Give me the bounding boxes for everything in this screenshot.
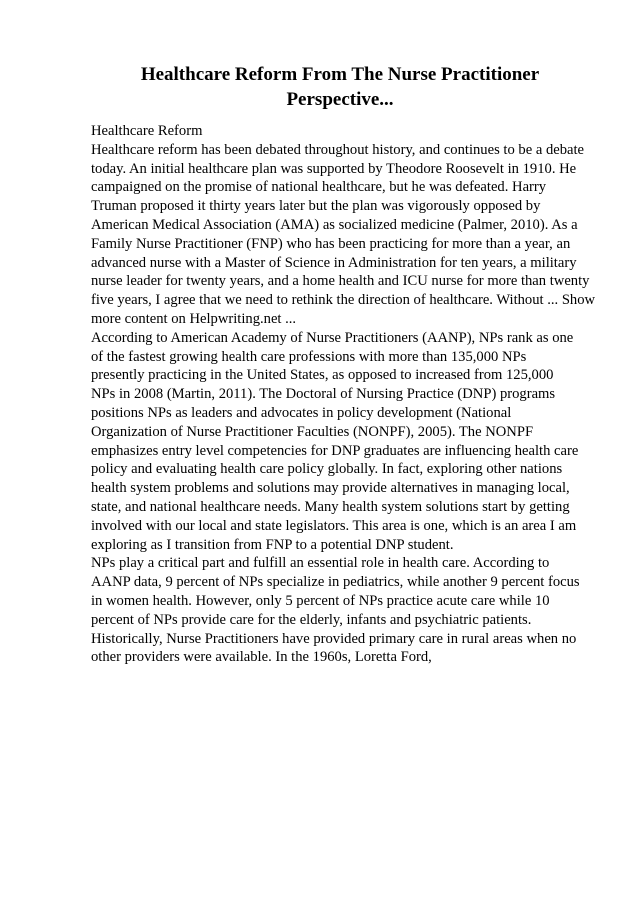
body-line: NPs in 2008 (Martin, 2011). The Doctoral of Nursing Practice (DNP) programs <box>91 386 556 403</box>
body-line: state, and national healthcare needs. Many health system solutions start by getting <box>91 498 570 515</box>
body-line: Truman proposed it thirty years later but the plan was vigorously opposed by <box>91 198 541 215</box>
body-line: involved with our local and state legislators. This area is one, which is an area I am <box>91 517 577 534</box>
body-line: campaigned on the promise of national healthcare, but he was defeated. Harry <box>91 179 547 196</box>
body-line: AANP data, 9 percent of NPs specialize in pediatrics, while another 9 percent focus <box>91 574 580 591</box>
title-line: Perspective... <box>286 89 394 110</box>
title-line: Healthcare Reform From The Nurse Practitioner <box>140 64 540 85</box>
body-line: American Medical Association (AMA) as socialized medicine (Palmer, 2010). As a <box>91 216 578 233</box>
document-title <box>90 62 590 112</box>
body-line: percent of NPs provide care for the elderly, infants and psychiatric patients. <box>91 611 532 628</box>
body-line: health system problems and solutions may provide alternatives in managing local, <box>91 480 570 497</box>
body-line: nurse leader for twenty years, and a home health and ICU nurse for more than twenty <box>91 273 590 290</box>
body-line: According to American Academy of Nurse Practitioners (AANP), NPs rank as one <box>91 329 574 346</box>
body-line: positions NPs as leaders and advocates in policy development (National <box>91 404 512 421</box>
body-line: emphasizes entry level competencies for DNP graduates are influencing health care <box>91 442 579 459</box>
show-more-link[interactable]: more content on Helpwriting.net ... <box>91 310 297 327</box>
body-line: Family Nurse Practitioner (FNP) who has been practicing for more than a year, an <box>91 235 571 252</box>
body-line: five years, I agree that we need to rethink the direction of healthcare. Without ... Show <box>91 292 596 309</box>
body-line: Historically, Nurse Practitioners have provided primary care in rural areas when no <box>91 630 577 647</box>
body-line: other providers were available. In the 1960s, Loretta Ford, <box>91 649 432 666</box>
body-line: NPs play a critical part and fulfill an essential role in health care. According to <box>91 555 550 572</box>
body-line: exploring as I transition from FNP to a potential DNP student. <box>91 536 454 553</box>
body-line: today. An initial healthcare plan was supported by Theodore Roosevelt in 1910. He <box>91 160 577 177</box>
document-body <box>91 122 611 667</box>
body-line: in women health. However, only 5 percent of NPs practice acute care while 10 <box>91 592 550 609</box>
section-heading: Healthcare Reform <box>91 123 203 139</box>
body-line: policy and evaluating health care policy globally. In fact, exploring other nations <box>91 461 563 478</box>
body-line: Organization of Nurse Practitioner Faculties (NONPF), 2005). The NONPF <box>91 423 534 440</box>
body-line: of the fastest growing health care professions with more than 135,000 NPs <box>91 348 527 365</box>
body-line: advanced nurse with a Master of Science in Administration for ten years, a military <box>91 254 577 271</box>
body-line: presently practicing in the United States, as opposed to increased from 125,000 <box>91 367 554 384</box>
body-line: Healthcare reform has been debated throughout history, and continues to be a debate <box>91 141 585 158</box>
